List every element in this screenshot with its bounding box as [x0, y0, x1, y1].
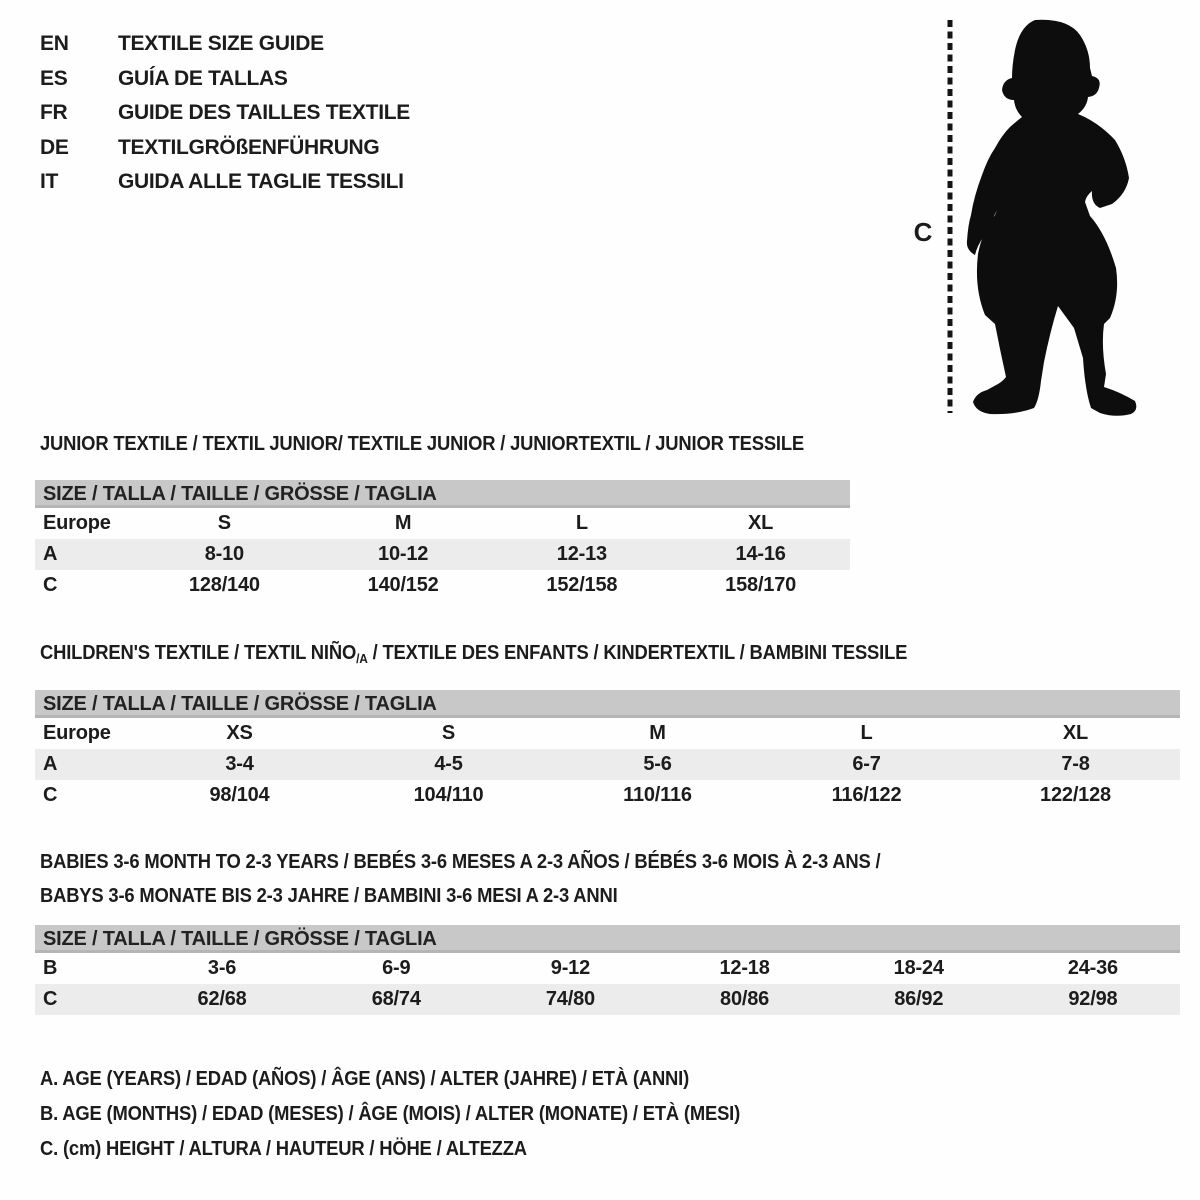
- guide-title: TEXTILE SIZE GUIDE: [118, 32, 324, 56]
- children-title-subscript: /A: [356, 651, 368, 666]
- babies-section-title-line2: BABYS 3-6 MONATE BIS 2-3 JAHRE / BAMBINI 3-6 MESI A 2-3 ANNI: [40, 885, 618, 907]
- height-cell: 80/86: [720, 988, 770, 1010]
- junior-section-title: JUNIOR TEXTILE / TEXTIL JUNIOR/ TEXTILE JUNIOR / JUNIORTEXTIL / JUNIOR TESSILE: [40, 433, 805, 455]
- row-label: C: [43, 574, 58, 596]
- size-header-band: SIZE / TALLA / TAILLE / GRÖSSE / TAGLIA: [35, 480, 850, 508]
- table-row-months: [35, 953, 1180, 984]
- height-cell: 152/158: [546, 574, 618, 596]
- height-cell: 92/98: [1068, 988, 1118, 1010]
- row-label: A: [43, 543, 58, 565]
- children-section-title: [40, 641, 907, 671]
- language-code: ES: [40, 66, 68, 90]
- language-code: EN: [40, 32, 69, 56]
- age-cell: 14-16: [735, 543, 786, 565]
- height-cell: 110/116: [623, 784, 692, 806]
- language-row-fr: [40, 96, 410, 131]
- size-header-band: SIZE / TALLA / TAILLE / GRÖSSE / TAGLIA: [35, 925, 1180, 953]
- size-cell: XL: [748, 512, 774, 534]
- table-row-height: [35, 570, 850, 601]
- age-cell: 6-7: [852, 753, 881, 775]
- height-cell: 104/110: [413, 784, 484, 806]
- height-cell: 122/128: [1040, 784, 1111, 806]
- height-cell: 62/68: [197, 988, 247, 1010]
- age-cell: 12-13: [556, 543, 607, 565]
- children-title-part2: / TEXTILE DES ENFANTS / KINDERTEXTIL / BAMBINI TESSILE: [367, 642, 908, 664]
- size-cell: M: [649, 722, 666, 744]
- guide-title: TEXTILGRÖßENFÜHRUNG: [118, 135, 380, 159]
- row-label: B: [43, 957, 58, 979]
- height-cell: 98/104: [209, 784, 270, 806]
- months-cell: 24-36: [1067, 957, 1118, 979]
- height-cell: 158/170: [725, 574, 797, 596]
- children-title-part1: CHILDREN'S TEXTILE / TEXTIL NIÑO: [40, 642, 357, 664]
- language-row-en: [40, 27, 410, 62]
- size-cell: L: [860, 722, 873, 744]
- height-cell: 68/74: [371, 988, 421, 1010]
- toddler-body-shape: [967, 20, 1136, 416]
- row-label: A: [43, 753, 58, 775]
- age-cell: 3-4: [225, 753, 254, 775]
- size-cell: XL: [1062, 722, 1089, 744]
- size-cell: S: [441, 722, 456, 744]
- junior-size-table: [35, 480, 850, 601]
- height-cell: 116/122: [831, 784, 902, 806]
- language-code: IT: [40, 170, 59, 194]
- size-header-band: SIZE / TALLA / TAILLE / GRÖSSE / TAGLIA: [35, 690, 1180, 718]
- months-cell: 3-6: [207, 957, 237, 979]
- height-cell: 128/140: [188, 574, 260, 596]
- language-code: DE: [40, 135, 69, 159]
- size-cell: L: [575, 512, 588, 534]
- babies-size-table: [35, 925, 1180, 1015]
- age-cell: 5-6: [643, 753, 672, 775]
- height-cell: 74/80: [545, 988, 595, 1010]
- row-label: Europe: [43, 512, 111, 534]
- age-cell: 4-5: [434, 753, 463, 775]
- months-cell: 12-18: [719, 957, 770, 979]
- guide-title: GUIDA ALLE TAGLIE TESSILI: [118, 170, 404, 194]
- age-cell: 10-12: [378, 543, 429, 565]
- row-label: C: [43, 784, 58, 806]
- months-cell: 18-24: [893, 957, 944, 979]
- babies-section-title-line1: BABIES 3-6 MONTH TO 2-3 YEARS / BEBÉS 3-6 MESES A 2-3 AÑOS / BÉBÉS 3-6 MOIS À 2-3 ANS /: [40, 851, 881, 873]
- age-cell: 8-10: [204, 543, 244, 565]
- height-measure-label: C: [913, 217, 933, 247]
- months-cell: 6-9: [382, 957, 411, 979]
- language-code: FR: [40, 101, 68, 125]
- guide-title: GUÍA DE TALLAS: [118, 66, 288, 90]
- size-cell: M: [394, 512, 412, 534]
- table-row-height: [35, 780, 1180, 811]
- language-row-it: [40, 165, 410, 200]
- size-cell: XS: [226, 722, 253, 744]
- measure-legend: [40, 1062, 801, 1167]
- row-label: Europe: [43, 722, 111, 744]
- size-cell: S: [217, 512, 231, 534]
- months-cell: 9-12: [550, 957, 591, 979]
- table-row-height: [35, 984, 1180, 1015]
- table-row-europe: [35, 508, 850, 539]
- legend-line-a: A. AGE (YEARS) / EDAD (AÑOS) / ÂGE (ANS) / ALTER (JAHRE) / ETÀ (ANNI): [40, 1068, 690, 1090]
- table-row-age: [35, 539, 850, 570]
- table-row-age: [35, 749, 1180, 780]
- table-row-europe: [35, 718, 1180, 749]
- toddler-silhouette-icon: [940, 10, 1160, 420]
- children-size-table: [35, 690, 1180, 811]
- language-row-de: [40, 131, 410, 166]
- language-row-es: [40, 62, 410, 97]
- legend-line-c: C. (cm) HEIGHT / ALTURA / HAUTEUR / HÖHE / ALTEZZA: [40, 1138, 527, 1160]
- row-label: C: [43, 988, 58, 1010]
- language-title-list: [40, 27, 410, 200]
- height-cell: 86/92: [894, 988, 944, 1010]
- guide-title: GUIDE DES TAILLES TEXTILE: [118, 101, 410, 125]
- legend-line-b: B. AGE (MONTHS) / EDAD (MESES) / ÂGE (MOIS) / ALTER (MONATE) / ETÀ (MESI): [40, 1103, 741, 1125]
- age-cell: 7-8: [1061, 753, 1090, 775]
- height-cell: 140/152: [367, 574, 439, 596]
